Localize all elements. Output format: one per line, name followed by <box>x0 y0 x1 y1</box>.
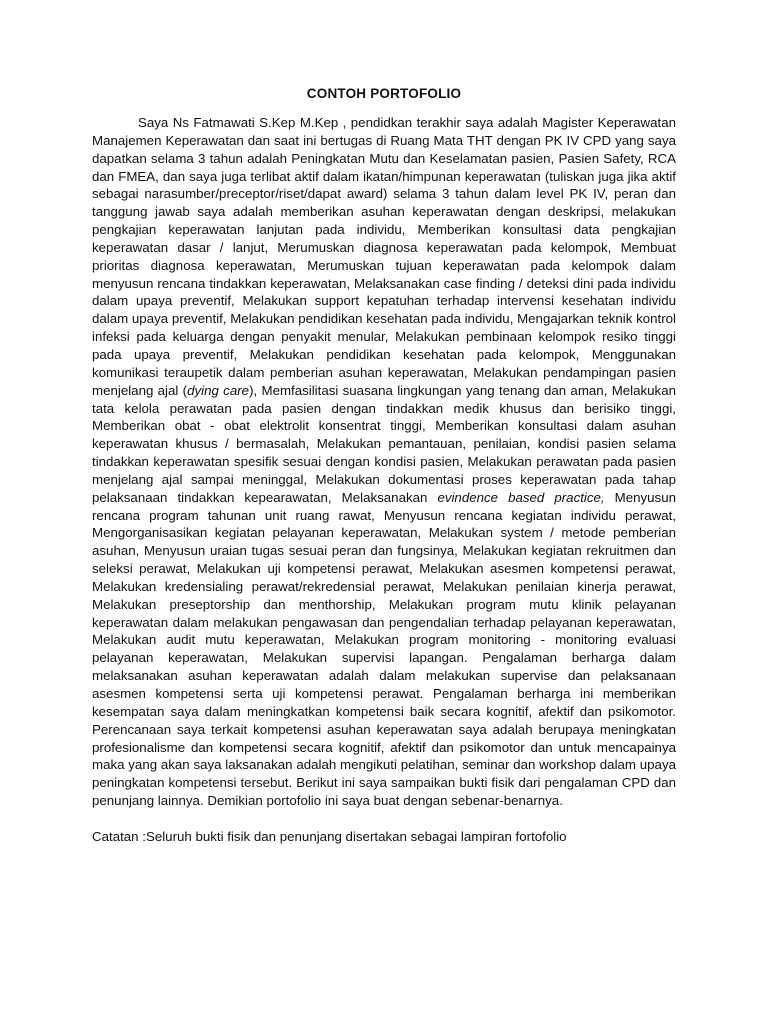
paragraph-text-part2: ), Memfasilitasi suasana lingkungan yang tenang dan aman, Melakukan tata kelola perawatan pada pasien dengan tindakkan medik khusus dan berisiko tinggi, Memberikan obat - obat elektrolit konsentrat tinggi, Memberikan konsultasi dalam asuhan keperawatan khusus / bermasalah, Melakukan pemantauan, penilaian, kondisi pasien selama tindakkan keperawatan spesifik sesuai dengan kondisi pasien, Melakukan perawatan pada pasien menjelang ajal sampai meninggal, Melakukan dokumentasi proses keperawatan pada tahap pelaksanaan tindakkan kepearawatan, Melaksanakan <box>92 382 676 505</box>
body-paragraph <box>92 114 676 810</box>
footnote: Catatan :Seluruh bukti fisik dan penunjang disertakan sebagai lampiran fortofolio <box>92 828 567 844</box>
document-title: CONTOH PORTOFOLIO <box>306 86 462 101</box>
paragraph-text-part1: Saya Ns Fatmawati S.Kep M.Kep , pendidkan terakhir saya adalah Magister Keperawatan Manajemen Keperawatan dan saat ini bertugas di Ruang Mata THT dengan PK IV CPD yang saya dapatkan selama 3 tahun adalah Peningkatan Mutu dan Keselamatan pasien, Pasien Safety, RCA dan FMEA, dan saya juga terlibat aktif dalam ikatan/himpunan keperawatan (tuliskan juga jika aktif sebagai narasumber/preceptor/riset/dapat award) selama 3 tahun dalam level PK IV, peran dan tanggung jawab saya adalah memberikan asuhan keperawatan dengan deskripsi, melakukan pengkajian keperawatan lanjutan pada individu, Memberikan konsultasi data pengkajian keperawatan dasar / lanjut, Merumuskan diagnosa keperawatan pada kelompok, Membuat prioritas diagnosa keperawatan, Merumuskan tujuan keperawatan pada kelompok dalam menyusun rencana tindakkan keperawatan, Melaksanakan case finding / deteksi dini pada individu dalam upaya preventif, Melakukan support kepatuhan terhadap intervensi kesehatan individu dalam upaya preventif, Melakukan pendidikan kesehatan pada individu, Mengajarkan teknik kontrol infeksi pada keluarga dengan penyakit menular, Melakukan pembinaan kelompok resiko tinggi pada upaya preventif, Melakukan pendidikan kesehatan pada kelompok, Menggunakan komunikasi teraupetik dalam pemberian asuhan keperawatan, Melakukan pendampingan pasien menjelang ajal ( <box>92 115 676 398</box>
paragraph-text-part3: Menyusun rencana program tahunan unit ruang rawat, Menyusun rencana kegiatan individu perawat, Mengorganisasikan kegiatan pelayanan keperawatan, Melakukan system / metode pemberian asuhan, Menyusun uraian tugas sesuai peran dan fungsinya, Melakukan kegiatan rekruitmen dan seleksi perawat, Melakukan uji kompetensi perawat, Melakukan asesmen kompetensi perawat, Melakukan kredensialing perawat/rekredensial perawat, Melakukan penilaian kinerja perawat, Melakukan preseptorship dan menthorship, Melakukan program mutu klinik pelayanan keperawatan dalam melakukan pengawasan dan pengendalian terhadap pelayanan keperawatan, Melakukan audit mutu keperawatan, Melakukan program monitoring - monitoring evaluasi pelayanan keperawatan, Melakukan supervisi lapangan. Pengalaman berharga dalam melaksanakan asuhan keperawatan adalah dalam melakukan supervise dan pelaksanaan asesmen kompetensi serta uji kompetensi perawat. Pengalaman berharga ini memberikan kesempatan saya dalam meningkatkan kompetensi baik secara kognitif, afektif dan psikomotor. Perencanaan saya terkait kompetensi asuhan keperawatan saya adalah berupaya meningkatan profesionalisme dan kompetensi secara kognitif, afektif dan psikomotor dan untuk mencapainya maka yang akan saya laksanakan adalah mengikuti pelatihan, seminar dan workshop dalam upaya peningkatan kompetensi tersebut. Berikut ini saya sampaikan bukti fisik dari pengalaman CPD dan penunjang lainnya. Demikian portofolio ini saya buat dengan sebenar-benarnya. <box>92 489 676 809</box>
paragraph-italic-evidence-based: evindence based practice, <box>437 489 605 505</box>
paragraph-italic-dying-care: dying care <box>187 382 250 398</box>
document-page <box>92 86 676 846</box>
